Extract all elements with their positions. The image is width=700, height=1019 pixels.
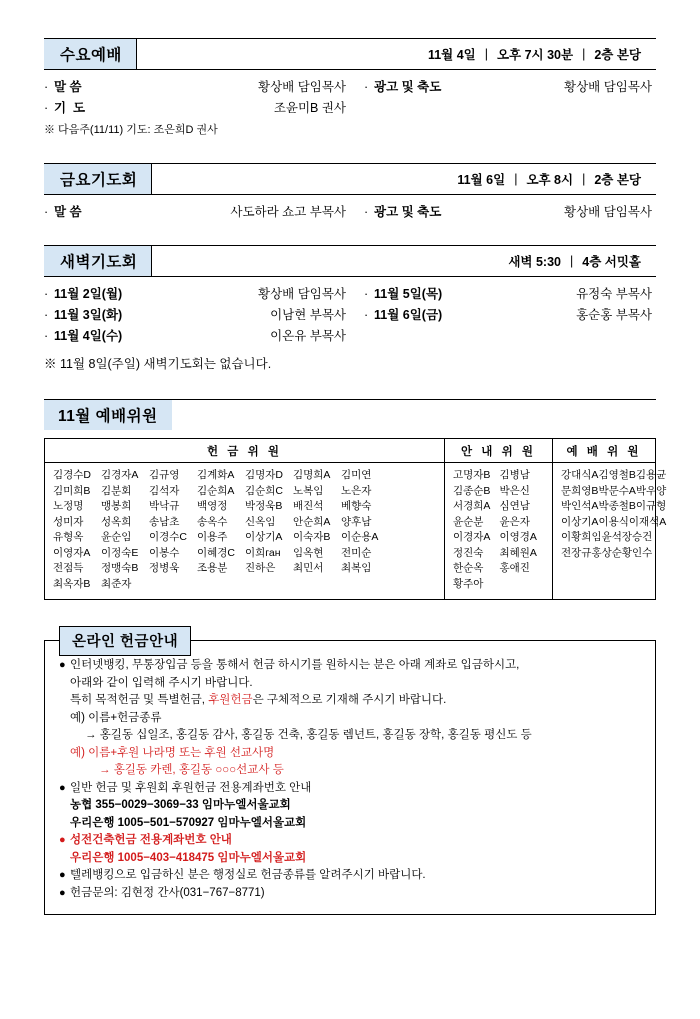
member-name: 이숙자B [293,531,331,543]
entry-value: 황상배 담임목사 [258,287,346,301]
online-item-text: 예) 이름+헌금종류 [70,711,162,724]
service-entry [350,202,656,222]
member-name: 김분회 [101,484,132,497]
online-item [59,745,643,763]
member-name: 전미순 [341,546,372,559]
table-row [561,546,653,562]
column-header: 예 배 위 원 [553,439,655,463]
member-name: 이규형 [635,500,667,512]
member-name: 이혜경C [197,546,236,559]
meta-time: 오후 8시 [526,173,574,187]
online-item-text: 헌금문의: 김현정 간사(031−767−8771) [70,886,265,899]
column-body [445,463,552,599]
member-name: 김미연 [341,469,372,481]
member-name: 김경수D [53,469,92,481]
online-item [59,710,643,728]
table-row [453,515,546,531]
entry-label: 기 도 [54,101,86,115]
table-row [453,546,546,562]
section-meta [152,164,656,194]
member-name: 김명희A [293,469,331,481]
member-name: 임옥현 [293,546,324,559]
member-name: 박문수A [598,484,636,497]
member-name: 베향숙 [341,500,372,512]
member-name: 심연남 [499,500,530,512]
service-entry [44,98,350,118]
entry-label: 광고 및 축도 [374,205,442,219]
entry-value: 사도하라 쇼고 부목사 [230,205,346,219]
member-name: 성옥희 [101,515,132,528]
service-entry-empty [350,98,656,118]
member-name: 노정명 [53,500,84,512]
bullet-icon: · [44,80,49,94]
member-name: 박우양 [635,484,667,497]
committee-title: 11월 예배위원 [44,400,172,430]
member-name: 김경자A [101,469,139,481]
section-friday-prayer [44,163,656,222]
table-row [561,499,667,515]
member-name: 홍상순 [591,546,622,559]
service-row [44,77,656,97]
bullet-icon: · [44,329,49,343]
bullet-icon: · [44,101,49,115]
table-row [53,577,438,593]
meta-separator: | [582,172,586,186]
bullet-icon: · [44,205,49,219]
member-name: 박종철B [598,500,636,512]
member-name: 이용주 [197,531,228,543]
section-meta [152,246,656,276]
member-name: 최준자 [101,577,132,590]
online-offering-box [44,634,656,915]
member-name: 신옥임 [245,515,276,528]
table-row [453,468,546,484]
table-row [53,515,438,531]
bullet-icon: ● [59,659,66,671]
meta-separator: | [484,47,488,61]
table-row [561,515,667,531]
online-item-contact [59,885,643,903]
member-name: 이상기A [245,531,283,543]
support-text-suffix: 은 구체적으로 기재해 주시기 바랍니다. [252,694,447,706]
section-dawn-prayer [44,245,656,373]
entry-label: 11월 2일(월) [54,287,123,301]
member-name: 박은신 [499,484,530,497]
online-item-text: 성전건축헌금 전용계좌번호 안내 [70,834,232,846]
meta-date: 11월 6일 [457,173,506,187]
member-name: 양후남 [341,515,372,528]
member-name: 임윤석 [591,531,622,543]
online-item-text: 예) 이름+후원 나라명 또는 후원 선교사명 [70,746,275,759]
member-name: 김용균 [635,469,667,481]
member-name: 백영정 [197,500,228,512]
bullet-icon: · [364,287,369,301]
service-entry [350,77,656,97]
member-name: 홍애진 [499,562,530,574]
meta-separator: | [582,47,586,61]
meta-separator: | [514,172,518,186]
table-row [453,561,546,577]
service-entry [44,77,350,97]
member-name: 한순옥 [453,562,484,574]
member-name: 김명자D [245,469,284,481]
committee-table [44,438,667,600]
member-name: 이봉수 [149,546,180,559]
meta-date: 11월 4일 [427,48,476,62]
online-item-text [70,692,643,710]
member-name: 윤은자 [499,515,530,528]
member-name: 전점득 [53,562,84,574]
entry-value: 황상배 담임목사 [564,80,652,94]
member-name: 문희영B [561,484,599,497]
table-row [53,499,438,515]
bullet-icon: ● [59,834,66,846]
online-item [59,762,643,780]
entry-label: 광고 및 축도 [374,80,442,94]
service-row [44,326,656,346]
bullet-icon: ● [59,781,66,794]
section-rows [44,77,656,118]
member-name: 장승건 [621,531,653,543]
section-note: ※ 다음주(11/11) 기도: 조은희D 권사 [44,124,218,136]
table-row [53,530,438,546]
service-entry [44,202,350,222]
service-row [44,202,656,222]
online-item-text: 우리은행 1005−501−570927 임마누엘서울교회 [70,816,307,829]
committee-column-ushers [444,439,552,599]
service-entry [350,284,656,304]
online-item-text: 우리은행 1005−403−418475 임마누엘서울교회 [70,851,307,864]
table-row [453,484,546,500]
entry-value: 유정숙 부목사 [576,287,652,301]
member-name: 이정숙E [101,546,139,559]
member-name: 김계화A [197,469,235,481]
member-name: 김병남 [499,469,530,481]
member-name: 김영철B [598,469,636,481]
table-row [561,530,653,546]
committee-column-worship [552,439,667,599]
service-entry [44,305,350,325]
service-entry [44,326,350,346]
member-name: 이순용A [341,531,379,543]
member-name: 이재석A [628,515,667,528]
meta-place: 2층 본당 [594,173,641,187]
member-name: 전장규 [561,546,592,559]
section-title: 새벽기도회 [44,246,152,276]
member-name: 맹봉희 [101,500,132,512]
member-name: 김순희C [245,484,284,497]
entry-value: 황상배 담임목사 [258,80,346,94]
member-name: 김석자 [149,484,180,497]
service-row [44,305,656,325]
entry-label: 11월 6일(금) [374,308,443,322]
section-header [44,38,656,70]
member-name: 정병욱 [149,562,180,574]
member-name: 박낙규 [149,500,180,512]
member-name: 조용분 [197,562,228,574]
bullet-icon: · [364,205,369,219]
entry-value: 이남현 부목사 [270,308,346,322]
service-row [44,98,656,118]
member-name: 송옥수 [197,515,228,528]
table-row [53,546,438,562]
online-item-text: 일반 헌금 및 후원회 후원헌금 전용계좌번호 안내 [70,781,312,794]
member-name: 이용식 [598,515,629,528]
service-row [44,284,656,304]
member-name: 이경수C [149,531,188,543]
table-row [453,499,546,515]
section-meta [137,39,656,69]
online-item-text: 텔레뱅킹으로 입금하신 분은 행정실로 헌금종류를 알려주시기 바랍니다. [70,869,426,881]
table-row [453,530,546,546]
member-name: 이영자A [53,546,91,559]
member-name: 윤순임 [101,531,132,543]
bank-account-nonghyup [59,797,643,815]
entry-value: 황상배 담임목사 [564,205,652,219]
entry-value: 홍순홍 부목사 [576,308,652,322]
table-row [561,468,667,484]
section-rows [44,284,656,346]
meta-separator: | [570,254,574,268]
meta-time: 새벽 5:30 [508,255,562,269]
member-name: 정맹숙B [101,562,139,574]
entry-label: 11월 4일(수) [54,329,123,343]
member-name: 김순희A [197,484,235,497]
bullet-icon: ● [59,886,66,899]
member-name: 노복임 [293,484,324,497]
bullet-icon: · [364,80,369,94]
online-item [59,832,643,850]
member-name: 최옥자B [53,577,91,590]
online-item-text: 아래와 같이 입력해 주시기 바랍니다. [70,676,253,689]
section-title: 금요기도회 [44,164,152,194]
table-row [53,484,438,500]
meta-place: 4층 서밋홀 [582,255,641,269]
committee-header [44,399,656,430]
member-name: 서경희A [453,500,491,512]
member-name: 김미희B [53,484,91,497]
meta-time: 오후 7시 30분 [496,48,574,62]
column-body [553,463,667,568]
section-worship-committee [44,399,667,600]
section-header [44,163,656,195]
section-title: 수요예배 [44,39,137,69]
support-text-prefix: 특히 목적헌금 및 특별헌금, [70,694,209,706]
service-entry [44,284,350,304]
online-item [59,657,643,675]
column-body [45,463,444,599]
table-row [561,484,667,500]
section-wednesday-service [44,38,656,139]
table-row [53,561,438,577]
member-name: 김종순B [453,484,491,497]
section-header [44,245,656,277]
online-item-text: → 홍길동 십일조, 홍길동 감사, 홍길동 건축, 홍길동 렘넌트, 홍길동 장학, 홍길동 평신도 등 [85,729,532,741]
online-item-text: 인터넷뱅킹, 무통장입금 등을 통해서 헌금 하시기를 원하시는 분은 아래 계좌로 입금하시고, [70,659,520,671]
bullet-icon: · [44,308,49,322]
entry-label: 11월 3일(화) [54,308,123,322]
member-name: 이황희 [561,531,592,543]
member-name: 정진숙 [453,546,484,559]
online-item [59,867,643,885]
member-name: 노은자 [341,484,372,497]
member-name: 이영경A [499,531,537,543]
table-row [53,468,438,484]
entry-label: 말 씀 [54,205,82,219]
section-note: ※ 11월 8일(주일) 새벽기도회는 없습니다. [44,357,272,371]
bank-account-building-fund [59,850,643,868]
member-name: 최민서 [293,562,324,574]
member-name: 최혜원A [499,546,537,559]
member-name: 이희ган [245,546,281,559]
column-header: 안 내 위 원 [445,439,552,463]
entry-label: 11월 5일(목) [374,287,443,301]
member-name: 박정욱B [245,500,283,512]
bank-account-woori [59,815,643,833]
online-item-support [59,692,643,710]
online-item-text: → 홍길동 카렌, 홍길동 ○○○선교사 등 [99,764,284,776]
member-name: 최복임 [341,562,372,574]
member-name: 김규영 [149,469,180,481]
bullet-icon: · [44,287,49,301]
member-name: 강대식A [561,469,599,481]
member-name: 고명자B [453,469,491,481]
member-name: 성미자 [53,515,84,528]
member-name: 황인수 [621,546,653,559]
online-offering-title: 온라인 헌금안내 [59,626,191,656]
service-entry [350,305,656,325]
service-entry-empty [350,326,656,346]
member-name: 이상기A [561,515,599,528]
section-rows [44,202,656,222]
member-name: 송남초 [149,515,180,528]
bullet-icon: · [364,308,369,322]
column-header: 헌 금 위 원 [45,439,444,463]
support-highlight: 후원헌금 [208,694,253,706]
member-name: 박인석A [561,500,599,512]
entry-value: 조윤미B 권사 [273,101,346,115]
bullet-icon: ● [59,869,66,881]
table-row [453,577,546,593]
member-name: 진하은 [245,562,276,574]
online-item-text: 농협 355−0029−3069−33 임마누엘서울교회 [70,799,291,811]
meta-place: 2층 본당 [594,48,641,62]
online-item [59,675,643,693]
committee-column-offering [45,439,444,599]
member-name: 황주아 [453,577,484,590]
member-name: 배진석 [293,500,324,512]
online-item [59,727,643,745]
member-name: 윤순분 [453,515,484,528]
entry-label: 말 씀 [54,80,82,94]
member-name: 안순희A [293,515,331,528]
member-name: 이경자A [453,531,491,543]
online-item [59,780,643,798]
entry-value: 이온유 부목사 [270,329,346,343]
member-name: 유형옥 [53,531,84,543]
committee-header-spacer [172,400,656,430]
